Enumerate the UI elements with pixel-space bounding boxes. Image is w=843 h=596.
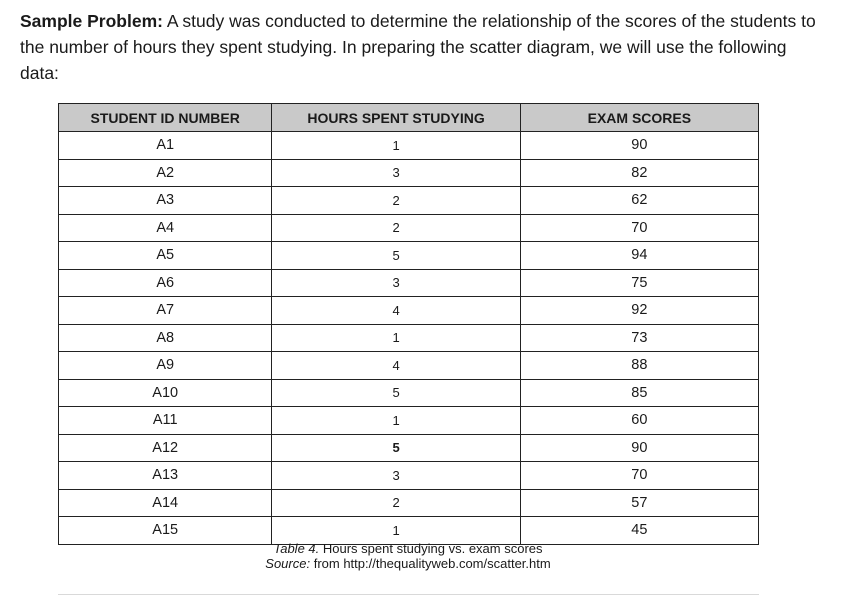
cell-score: 62 [520, 187, 758, 215]
caption-source-text: from http://thequalityweb.com/scatter.htm [310, 556, 551, 571]
cell-student-id: A13 [59, 462, 272, 490]
table-row [59, 407, 759, 435]
table-row [59, 434, 759, 462]
table-row [59, 489, 759, 517]
cell-score: 88 [520, 352, 758, 380]
table-row [59, 242, 759, 270]
cell-student-id: A1 [59, 132, 272, 160]
cell-student-id: A7 [59, 297, 272, 325]
cell-student-id: A6 [59, 269, 272, 297]
cell-score: 57 [520, 489, 758, 517]
cell-hours: 2 [272, 489, 520, 517]
cell-hours: 3 [272, 462, 520, 490]
intro-paragraph [20, 8, 828, 86]
cell-hours: 5 [272, 379, 520, 407]
cell-hours: 2 [272, 214, 520, 242]
cell-student-id: A4 [59, 214, 272, 242]
table-row [59, 324, 759, 352]
cell-score: 82 [520, 159, 758, 187]
cell-hours: 2 [272, 187, 520, 215]
cell-student-id: A15 [59, 517, 272, 545]
table-row [59, 297, 759, 325]
table-row [59, 132, 759, 160]
table-caption [0, 541, 816, 571]
table-row [59, 269, 759, 297]
caption-title-line [0, 541, 816, 556]
cell-hours: 5 [272, 242, 520, 270]
cell-score: 94 [520, 242, 758, 270]
cell-score: 85 [520, 379, 758, 407]
intro-text: A study was conducted to determine the relationship of the scores of the students to the number of hours they spent studying. In preparing the scatter diagram, we will use the following data: [20, 11, 816, 83]
cell-score: 90 [520, 434, 758, 462]
cell-score: 75 [520, 269, 758, 297]
table-row [59, 352, 759, 380]
cell-student-id: A8 [59, 324, 272, 352]
caption-source-label: Source: [265, 556, 311, 571]
table-row [59, 517, 759, 545]
cell-student-id: A11 [59, 407, 272, 435]
table-header-row [59, 104, 759, 132]
caption-table-text: Hours spent studying vs. exam scores [319, 541, 543, 556]
cell-hours: 1 [272, 324, 520, 352]
caption-table-label: Table 4. [273, 541, 320, 556]
cell-score: 70 [520, 462, 758, 490]
cell-score: 73 [520, 324, 758, 352]
table-row [59, 379, 759, 407]
table-row [59, 187, 759, 215]
header-scores: EXAM SCORES [520, 104, 758, 132]
cell-score: 70 [520, 214, 758, 242]
table-row [59, 462, 759, 490]
cell-hours: 3 [272, 269, 520, 297]
intro-label: Sample Problem: [20, 11, 163, 31]
cell-hours: 3 [272, 159, 520, 187]
cell-hours: 1 [272, 407, 520, 435]
cell-hours: 4 [272, 297, 520, 325]
cell-student-id: A3 [59, 187, 272, 215]
caption-source-line [0, 556, 816, 571]
cell-student-id: A12 [59, 434, 272, 462]
cell-student-id: A10 [59, 379, 272, 407]
cell-hours: 1 [272, 132, 520, 160]
cell-student-id: A14 [59, 489, 272, 517]
header-student-id: STUDENT ID NUMBER [59, 104, 272, 132]
cell-student-id: A9 [59, 352, 272, 380]
cell-hours: 5 [272, 434, 520, 462]
cell-hours: 4 [272, 352, 520, 380]
bottom-divider [58, 594, 759, 595]
cell-student-id: A5 [59, 242, 272, 270]
cell-score: 45 [520, 517, 758, 545]
cell-score: 92 [520, 297, 758, 325]
cell-score: 60 [520, 407, 758, 435]
table-row [59, 214, 759, 242]
table-row [59, 159, 759, 187]
cell-hours: 1 [272, 517, 520, 545]
cell-score: 90 [520, 132, 758, 160]
cell-student-id: A2 [59, 159, 272, 187]
header-hours: HOURS SPENT STUDYING [272, 104, 520, 132]
data-table [58, 103, 759, 545]
